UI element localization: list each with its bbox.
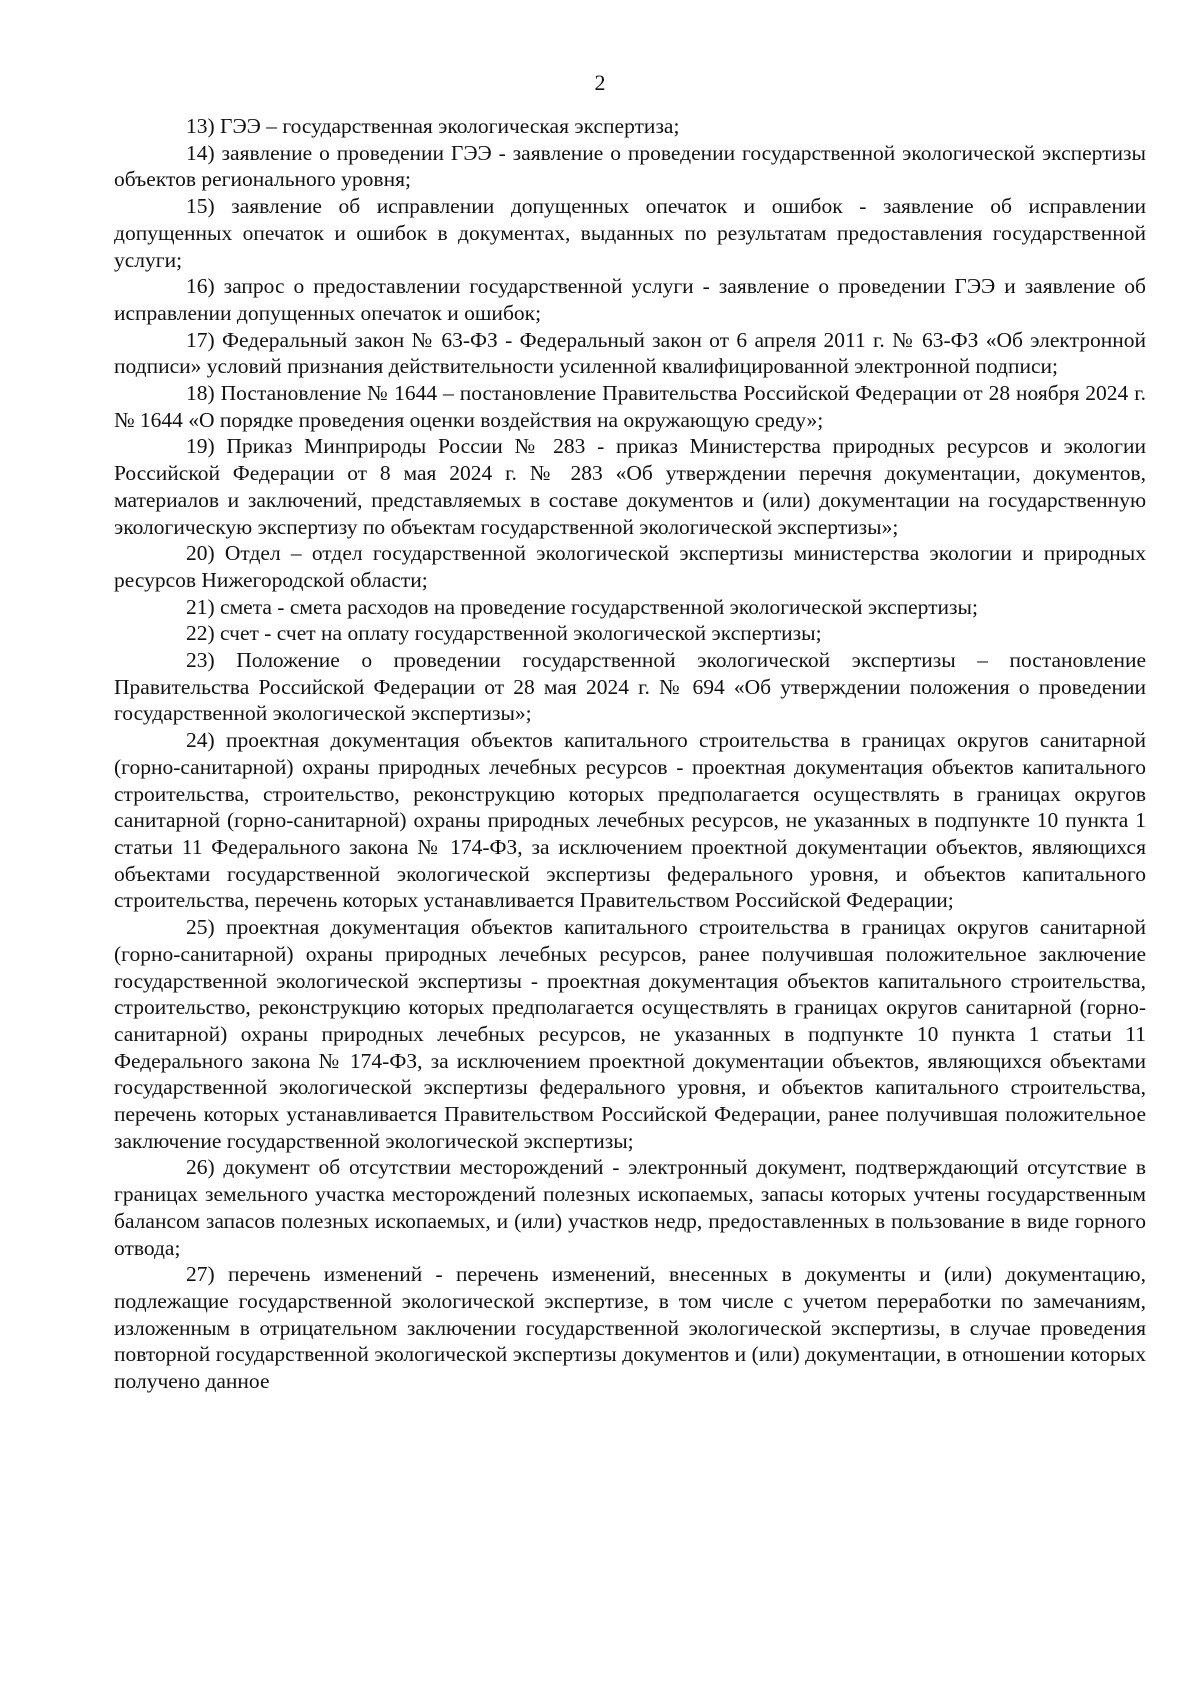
- definition-item-21: 21) смета - смета расходов на проведение государственной экологической экспертизы;: [186, 594, 978, 619]
- definition-item-20: 20) Отдел – отдел государственной экологической экспертизы министерства экологии и природных ресурсов Нижегородской области;: [114, 541, 1146, 592]
- definition-item-18: 18) Постановление № 1644 – постановление Правительства Российской Федерации от 28 ноября 2024 г. № 1644 «О порядке проведения оценки воздействия на окружающую среду»;: [114, 381, 1146, 432]
- definition-item-24: 24) проектная документация объектов капитального строительства в границах округов санитарной (горно-санитарной) охраны природных лечебных ресурсов - проектная документация объектов капитального строительства, строительство, реконструкцию которых предполагается осуществлять в границах округов санитарной (горно-санитарной) охраны природных лечебных ресурсов, не указанных в подпункте 10 пункта 1 статьи 11 Федерального закона № 174-ФЗ, за исключением проектной документации объектов, являющихся объектами государственной экологической экспертизы федерального уровня, и объектов капитального строительства, перечень которых устанавливается Правительством Российской Федерации;: [114, 728, 1146, 913]
- definition-item-25: 25) проектная документация объектов капитального строительства в границах округов санитарной (горно-санитарной) охраны природных лечебных ресурсов, ранее получившая положительное заключение государственной экологической экспертизы - проектная документация объектов капитального строительства, строительство, реконструкцию которых предполагается осуществлять в границах округов санитарной (горно-санитарной) охраны природных лечебных ресурсов, не указанных в подпункте 10 пункта 1 статьи 11 Федерального закона № 174-ФЗ, за исключением проектной документации объектов, являющихся объектами государственной экологической экспертизы федерального уровня, и объектов капитального строительства, перечень которых устанавливается Правительством Российской Федерации, ранее получившая положительное заключение государственной экологической экспертизы;: [114, 915, 1146, 1153]
- definition-item-26: 26) документ об отсутствии месторождений - электронный документ, подтверждающий отсутствие в границах земельного участка месторождений полезных ископаемых, запасы которых учтены государственным балансом запасов полезных ископаемых, и (или) участков недр, предоставленных в пользование в виде горного отвода;: [114, 1155, 1146, 1260]
- document-body: [114, 113, 1146, 1395]
- definition-item-17: 17) Федеральный закон № 63-ФЗ - Федеральный закон от 6 апреля 2011 г. № 63-ФЗ «Об электронной подписи» условий признания действительности усиленной квалифицированной электронной подписи;: [114, 327, 1146, 379]
- definition-item-27: 27) перечень изменений - перечень изменений, внесенных в документы и (или) документацию, подлежащие государственной экологической экспертизе, в том числе с учетом переработки по замечаниям, изложенным в отрицательном заключении государственной экологической экспертизы, в случае проведения повторной государственной экологической экспертизы документов и (или) документации, в отношении которых получено данное: [114, 1262, 1146, 1394]
- definition-item-13: 13) ГЭЭ – государственная экологическая экспертиза;: [186, 114, 680, 138]
- definition-item-19: 19) Приказ Минприроды России № 283 - приказ Министерства природных ресурсов и экологии Российской Федерации от 8 мая 2024 г. № 283 «Об утверждении перечня документации, документов, материалов и заключений, представляемых в составе документов и (или) документации на государственную экологическую экспертизу по объектам государственной экологической экспертизы»;: [114, 434, 1146, 539]
- definition-item-22: 22) счет - счет на оплату государственной экологической экспертизы;: [186, 621, 822, 646]
- definition-item-15: 15) заявление об исправлении допущенных опечаток и ошибок - заявление об исправлении допущенных опечаток и ошибок в документах, выданных по результатам предоставления государственной услуги;: [114, 194, 1146, 272]
- definition-item-23: 23) Положение о проведении государственной экологической экспертизы – постановление Правительства Российской Федерации от 28 мая 2024 г. № 694 «Об утверждении положения о проведении государственной экологической экспертизы»;: [114, 648, 1146, 726]
- definition-item-14: 14) заявление о проведении ГЭЭ - заявление о проведении государственной экологической экспертизы объектов регионального уровня;: [114, 140, 1146, 192]
- page-number: 2: [594, 70, 606, 95]
- definition-item-16: 16) запрос о предоставлении государственной услуги - заявление о проведении ГЭЭ и заявление об исправлении допущенных опечаток и ошибок;: [114, 274, 1146, 325]
